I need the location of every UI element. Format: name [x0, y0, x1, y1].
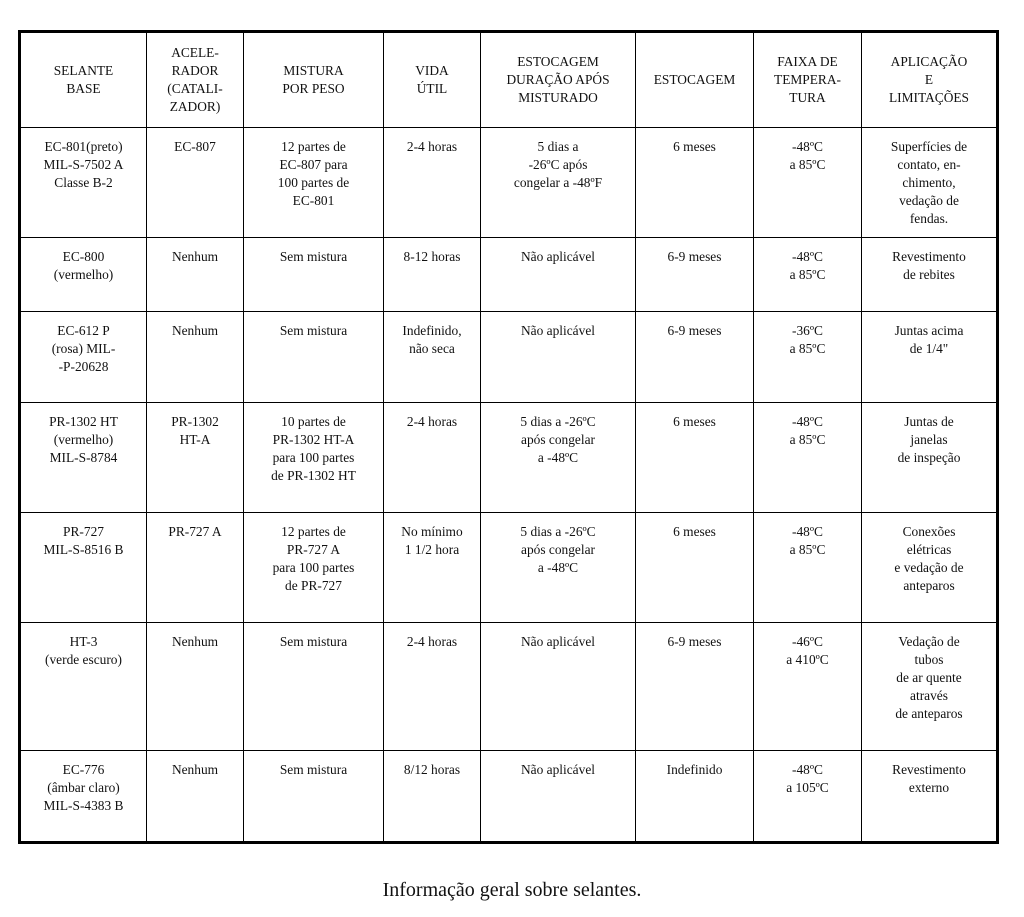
cell-line: de PR-1302 HT [271, 468, 356, 483]
cell-line: EC-612 P [57, 323, 110, 338]
cell-line: 6-9 meses [667, 249, 722, 264]
cell-line: a 410ºC [786, 652, 829, 667]
table-cell [862, 623, 998, 751]
header-line: TEMPERA- [774, 72, 841, 87]
cell-line: 6-9 meses [667, 323, 722, 338]
cell-line: HT-3 [69, 634, 98, 649]
table-cell [384, 128, 481, 238]
table-cell [481, 312, 636, 403]
header-row [20, 32, 998, 128]
table-cell [754, 513, 862, 623]
table-cell [636, 751, 754, 843]
table-row [20, 128, 998, 238]
header-line: ACELE- [171, 45, 219, 60]
cell-line: congelar a -48ºF [513, 175, 603, 190]
table-caption: Informação geral sobre selantes. [382, 879, 642, 901]
table-cell [754, 623, 862, 751]
header-line: E [924, 72, 934, 87]
table-cell [754, 751, 862, 843]
cell-line: não seca [409, 341, 455, 356]
cell-line: PR-1302 [171, 414, 219, 429]
cell-line: Nenhum [171, 634, 219, 649]
cell-line: de 1/4" [909, 341, 949, 356]
cell-line: após congelar [521, 542, 595, 557]
table-row [20, 238, 998, 312]
cell-line: -48ºC [792, 249, 823, 264]
table-cell [636, 623, 754, 751]
cell-line: Sem mistura [279, 249, 348, 264]
cell-line: EC-776 [62, 762, 105, 777]
sealant-info-table [18, 30, 999, 844]
header-line: ESTOCAGEM [517, 54, 599, 69]
table-cell [481, 751, 636, 843]
cell-line: contato, en- [897, 157, 961, 172]
table-cell [754, 312, 862, 403]
table-cell [244, 751, 384, 843]
header-line: BASE [66, 81, 101, 96]
cell-line: EC-801 [292, 193, 335, 208]
cell-line: de anteparos [895, 706, 963, 721]
cell-line: 1 1/2 hora [404, 542, 460, 557]
header-line: LIMITAÇÕES [888, 90, 969, 105]
table-cell [20, 751, 147, 843]
table-cell [636, 128, 754, 238]
table-cell [20, 312, 147, 403]
cell-line: Juntas acima [894, 323, 964, 338]
cell-line: (vermelho) [53, 267, 114, 282]
table-cell [20, 403, 147, 513]
table-row [20, 312, 998, 403]
table-row [20, 751, 998, 843]
header-line: MISTURA [283, 63, 344, 78]
cell-line: tubos [914, 652, 944, 667]
cell-line: -P-20628 [58, 359, 109, 374]
cell-line: 2-4 horas [406, 634, 458, 649]
table-cell [862, 513, 998, 623]
cell-line: anteparos [903, 578, 955, 593]
cell-line: HT-A [179, 432, 211, 447]
cell-line: para 100 partes [272, 560, 355, 575]
cell-line: Juntas de [904, 414, 954, 429]
cell-line: Revestimento [892, 762, 966, 777]
cell-line: 8-12 horas [403, 249, 461, 264]
header-aplicacao [862, 32, 998, 128]
cell-line: 100 partes de [277, 175, 350, 190]
cell-line: -48ºC [792, 524, 823, 539]
header-estocagem-duracao [481, 32, 636, 128]
table-cell [244, 312, 384, 403]
table-cell [481, 513, 636, 623]
table-cell [636, 403, 754, 513]
cell-line: PR-1302 HT [49, 414, 118, 429]
cell-line: a -48ºC [537, 560, 579, 575]
cell-line: Sem mistura [279, 762, 348, 777]
header-line: FAIXA DE [777, 54, 838, 69]
cell-line: -46ºC [792, 634, 823, 649]
cell-line: 6 meses [673, 414, 716, 429]
table-row [20, 623, 998, 751]
cell-line: através [910, 688, 948, 703]
table-cell [754, 128, 862, 238]
table-cell [481, 403, 636, 513]
table-cell [384, 751, 481, 843]
cell-line: a 85ºC [789, 157, 826, 172]
table-cell [862, 403, 998, 513]
cell-line: (vermelho) [53, 432, 114, 447]
header-faixa-temperatura [754, 32, 862, 128]
cell-line: EC-807 para [279, 157, 348, 172]
cell-line: -48ºC [792, 139, 823, 154]
cell-line: a 85ºC [789, 432, 826, 447]
cell-line: Não aplicável [521, 249, 595, 264]
cell-line: de ar quente [896, 670, 962, 685]
header-line: VIDA [415, 63, 449, 78]
cell-line: a 85ºC [789, 542, 826, 557]
table-cell [481, 128, 636, 238]
cell-line: Não aplicável [521, 323, 595, 338]
header-line: APLICAÇÃO [890, 54, 968, 69]
table-cell [384, 623, 481, 751]
cell-line: PR-727 A [168, 524, 222, 539]
cell-line: e vedação de [894, 560, 964, 575]
cell-line: de PR-727 [285, 578, 342, 593]
table-cell [147, 312, 244, 403]
table-cell [244, 403, 384, 513]
cell-line: Revestimento [892, 249, 966, 264]
table-cell [147, 751, 244, 843]
table-cell [244, 128, 384, 238]
cell-line: elétricas [906, 542, 952, 557]
header-line: ESTOCAGEM [653, 72, 736, 87]
cell-line: 2-4 horas [406, 139, 458, 154]
table-cell [384, 312, 481, 403]
cell-line: Conexões [902, 524, 956, 539]
cell-line: MIL-S-4383 B [43, 798, 124, 813]
header-line: ZADOR) [169, 99, 221, 114]
cell-line: a 85ºC [789, 267, 826, 282]
table-cell [147, 623, 244, 751]
cell-line: 5 dias a -26ºC [520, 524, 596, 539]
table-cell [20, 513, 147, 623]
cell-line: 5 dias a -26ºC [520, 414, 596, 429]
cell-line: 12 partes de [281, 524, 346, 539]
cell-line: 6 meses [673, 524, 716, 539]
table-cell [20, 623, 147, 751]
cell-line: 10 partes de [281, 414, 346, 429]
cell-line: a 85ºC [789, 341, 826, 356]
cell-line: janelas [910, 432, 948, 447]
cell-line: MIL-S-7502 A [43, 157, 124, 172]
table-cell [862, 128, 998, 238]
table-cell [754, 403, 862, 513]
cell-line: para 100 partes [272, 450, 355, 465]
cell-line: 6 meses [673, 139, 716, 154]
header-line: TURA [789, 90, 826, 105]
table-cell [20, 128, 147, 238]
table-cell [636, 513, 754, 623]
header-line: DURAÇÃO APÓS [506, 72, 610, 87]
table-cell [481, 238, 636, 312]
header-selante-base [20, 32, 147, 128]
cell-line: após congelar [521, 432, 595, 447]
cell-line: Não aplicável [521, 762, 595, 777]
cell-line: MIL-S-8516 B [43, 542, 124, 557]
table-cell [147, 128, 244, 238]
table-cell [636, 312, 754, 403]
table-cell [244, 513, 384, 623]
cell-line: Nenhum [171, 249, 219, 264]
cell-line: Nenhum [171, 323, 219, 338]
header-line: MISTURADO [518, 90, 598, 105]
table-cell [384, 403, 481, 513]
cell-line: a 105ºC [786, 780, 829, 795]
header-line: RADOR [171, 63, 219, 78]
cell-line: EC-801(preto) [44, 139, 123, 154]
header-estocagem [636, 32, 754, 128]
cell-line: Nenhum [171, 762, 219, 777]
header-line: POR PESO [282, 81, 345, 96]
cell-line: Indefinido [666, 762, 723, 777]
cell-line: Classe B-2 [54, 175, 113, 190]
cell-line: externo [908, 780, 950, 795]
cell-line: -36ºC [792, 323, 823, 338]
cell-line: de rebites [903, 267, 955, 282]
table-cell [147, 403, 244, 513]
cell-line: a -48ºC [537, 450, 579, 465]
cell-line: 2-4 horas [406, 414, 458, 429]
cell-line: Indefinido, [402, 323, 462, 338]
cell-line: -48ºC [792, 414, 823, 429]
cell-line: PR-1302 HT-A [272, 432, 355, 447]
cell-line: EC-800 [62, 249, 105, 264]
header-line: SELANTE [53, 63, 114, 78]
cell-line: MIL-S-8784 [49, 450, 118, 465]
cell-line: PR-727 A [286, 542, 341, 557]
cell-line: EC-807 [174, 139, 216, 154]
header-mistura [244, 32, 384, 128]
table-cell [754, 238, 862, 312]
table-cell [384, 238, 481, 312]
table-cell [244, 623, 384, 751]
table-cell [481, 623, 636, 751]
cell-line: chimento, [902, 175, 956, 190]
cell-line: 6-9 meses [667, 634, 722, 649]
cell-line: Sem mistura [279, 634, 348, 649]
cell-line: Não aplicável [521, 634, 595, 649]
header-line: (CATALI- [167, 81, 223, 96]
table-cell [244, 238, 384, 312]
cell-line: Sem mistura [279, 323, 348, 338]
table-cell [384, 513, 481, 623]
cell-line: Vedação de [898, 634, 960, 649]
cell-line: PR-727 [63, 524, 104, 539]
table-cell [862, 312, 998, 403]
table-cell [147, 513, 244, 623]
cell-line: -26ºC após [528, 157, 588, 172]
cell-line: (rosa) MIL- [51, 341, 116, 356]
table-cell [862, 751, 998, 843]
cell-line: 12 partes de [281, 139, 346, 154]
table-cell [20, 238, 147, 312]
table-row [20, 513, 998, 623]
cell-line: vedação de [899, 193, 959, 208]
header-vida-util [384, 32, 481, 128]
table-body [20, 128, 998, 843]
cell-line: fendas. [909, 211, 949, 226]
cell-line: No mínimo [401, 524, 463, 539]
header-line: ÚTIL [416, 81, 448, 96]
table-row [20, 403, 998, 513]
table-cell [147, 238, 244, 312]
cell-line: (verde escuro) [45, 652, 122, 667]
cell-line: -48ºC [792, 762, 823, 777]
table-cell [636, 238, 754, 312]
cell-line: (âmbar claro) [47, 780, 120, 795]
cell-line: 5 dias a [537, 139, 579, 154]
header-acelerador [147, 32, 244, 128]
cell-line: de inspeção [897, 450, 961, 465]
table-cell [862, 238, 998, 312]
cell-line: Superfícies de [890, 139, 968, 154]
cell-line: 8/12 horas [403, 762, 461, 777]
